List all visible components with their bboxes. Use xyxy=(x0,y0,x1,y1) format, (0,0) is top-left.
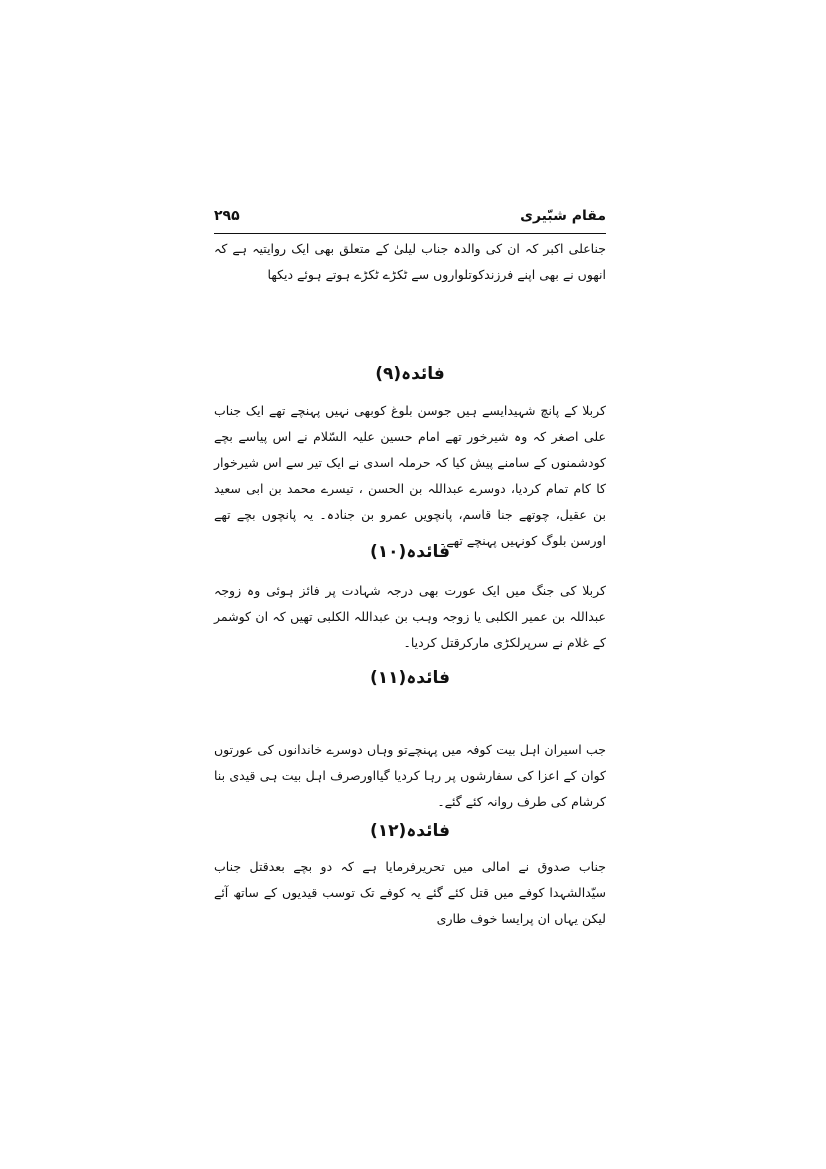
section-heading-11: فائدہ(۱۱) xyxy=(370,668,450,688)
intro-paragraph: جناعلی اکبر کہ ان کی والدہ جناب لیلیٰ کے متعلق بھی ایک روایتیہ ہے کہ انھوں نے بھی اپنے فرزندکوتلواروں سے ٹکڑے ٹکڑے ہوتے ہوئے دیکھا xyxy=(214,241,606,282)
header-divider xyxy=(214,233,606,234)
section-heading-12: فائدہ(۱۲) xyxy=(370,821,450,841)
page-header xyxy=(214,204,606,232)
book-title: مقام شبّیری xyxy=(520,208,606,224)
section-body-9: کربلا کے پانچ شہیدایسے ہیں جوسن بلوغ کوبھی نہیں پہنچے تھے ایک جناب علی اصغر کہ وہ شیرخور تھے امام حسین علیہ السّلام نے اس پیاسے بچے کودشمنوں کے سامنے پیش کیا کہ حرملہ اسدی نے ایک تیر سے اس شیرخوار کا کام تمام کردیا، دوسرے عبداللہ بن الحسن ، تیسرے محمد بن ابی سعید بن عقیل، چوتھے جنا قاسم، پانچویں عمرو بن جنادہ۔ یہ پانچوں بچے تھے اورسن بلوگ کونہیں پہنچے تھے۔ xyxy=(214,403,606,548)
page-number: ۲۹۵ xyxy=(214,208,240,224)
section-body-12: جناب صدوق نے امالی میں تحریرفرمایا ہے کہ دو بچے بعدقتل جناب سیّدالشہدا کوفے میں قتل کئے گئے یہ کوفے تک توسب قیدیوں کے ساتھ آئے لیکن یہاں ان پرایسا خوف طاری xyxy=(214,859,606,926)
section-body-10: کربلا کی جنگ میں ایک عورت بھی درجہ شہادت پر فائز ہوئی وہ زوجہ عبداللہ بن عمیر الکلبی یا زوجہ وہب بن عبداللہ الکلبی تھیں کہ ان کوشمر کے غلام نے سرپرلکڑی مارکرقتل کردیا۔ xyxy=(214,583,606,650)
section-heading-10: فائدہ(۱۰) xyxy=(370,542,450,562)
section-body-11: جب اسیران اہل بیت کوفہ میں پہنچےتو وہاں دوسرے خاندانوں کی عورتوں کوان کے اعزا کی سفارشوں پر رہا کردیا گیااورصرف اہل بیت ہی قیدی بنا کرشام کی طرف روانہ کئے گئے۔ xyxy=(214,742,606,809)
section-heading-9: فائدہ(۹) xyxy=(375,364,445,384)
